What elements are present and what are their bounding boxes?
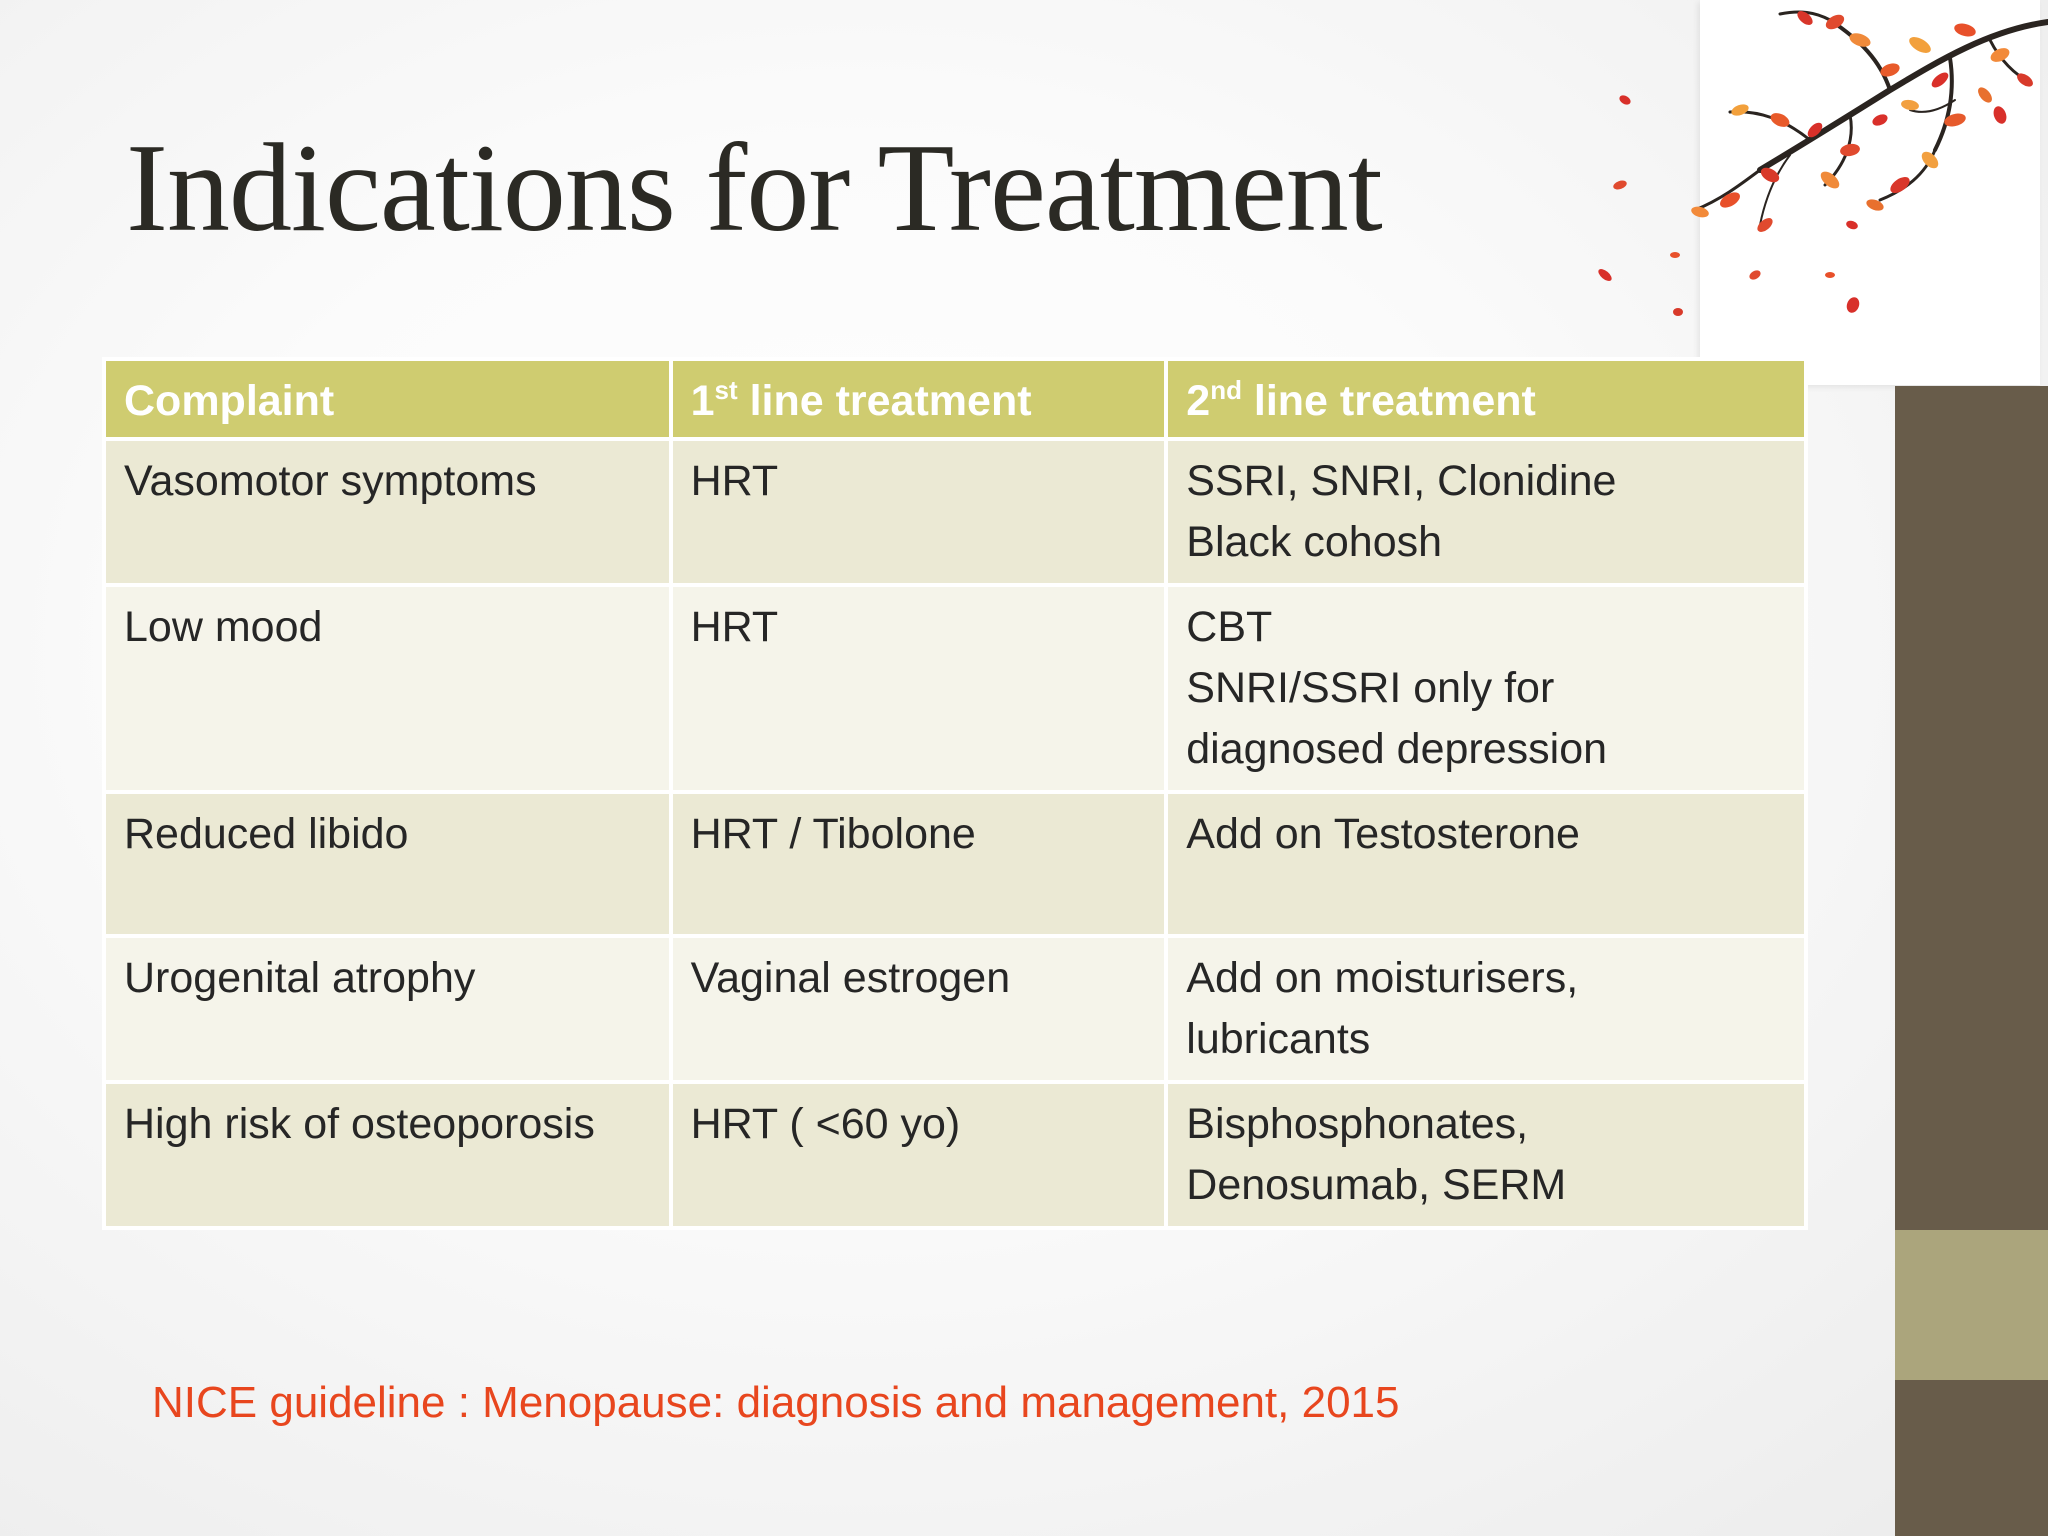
slide-title: Indications for Treatment [126,119,1382,258]
cell-line: CBT [1186,603,1273,651]
treatment-table [102,357,1808,1230]
cell-complaint: Urogenital atrophy [104,936,671,1082]
cell-line: SNRI/SSRI only for [1186,664,1555,712]
cell-line: SSRI, SNRI, Clonidine [1186,457,1617,505]
cell-complaint: High risk of osteoporosis [104,1082,671,1228]
cell-line: Add on moisturisers, [1186,954,1579,1002]
cell-second-line [1166,792,1806,936]
header-first-line [671,359,1167,439]
table-header-row [104,359,1806,439]
table-row [104,439,1806,585]
cell-second-line [1166,936,1806,1082]
decor-bar-dark-bottom [1895,1380,2048,1536]
cell-first-line: HRT [671,585,1167,792]
cell-line: lubricants [1186,1015,1371,1063]
header-first-line-sup: st [714,375,738,405]
table-row [104,585,1806,792]
cell-first-line: HRT ( <60 yo) [671,1082,1167,1228]
cell-first-line: HRT / Tibolone [671,792,1167,936]
cell-first-line: Vaginal estrogen [671,936,1167,1082]
header-second-line [1166,359,1806,439]
cell-second-line [1166,585,1806,792]
decor-bar-light [1895,1230,2048,1380]
header-complaint-text: Complaint [124,377,335,425]
cell-line: diagnosed depression [1186,725,1608,773]
table-row [104,936,1806,1082]
cell-first-line: HRT [671,439,1167,585]
cell-complaint: Reduced libido [104,792,671,936]
table-row [104,1082,1806,1228]
cell-complaint: Low mood [104,585,671,792]
cell-line: Add on Testosterone [1186,810,1580,858]
cell-line: Bisphosphonates, [1186,1100,1529,1148]
header-second-line-text: line treatment [1241,377,1536,425]
header-second-line-num: 2 [1186,377,1211,425]
header-first-line-text: line treatment [737,377,1032,425]
header-complaint [104,359,671,439]
autumn-branch-icon [1560,0,2048,340]
table-row [104,792,1806,936]
header-second-line-sup: nd [1210,375,1242,405]
decor-bar-dark [1895,386,2048,1230]
cell-second-line [1166,439,1806,585]
citation-text: NICE guideline : Menopause: diagnosis and management, 2015 [152,1378,1400,1427]
cell-line: Denosumab, SERM [1186,1161,1567,1209]
header-first-line-num: 1 [690,377,715,425]
cell-second-line [1166,1082,1806,1228]
cell-complaint: Vasomotor symptoms [104,439,671,585]
cell-line: Black cohosh [1186,518,1443,566]
